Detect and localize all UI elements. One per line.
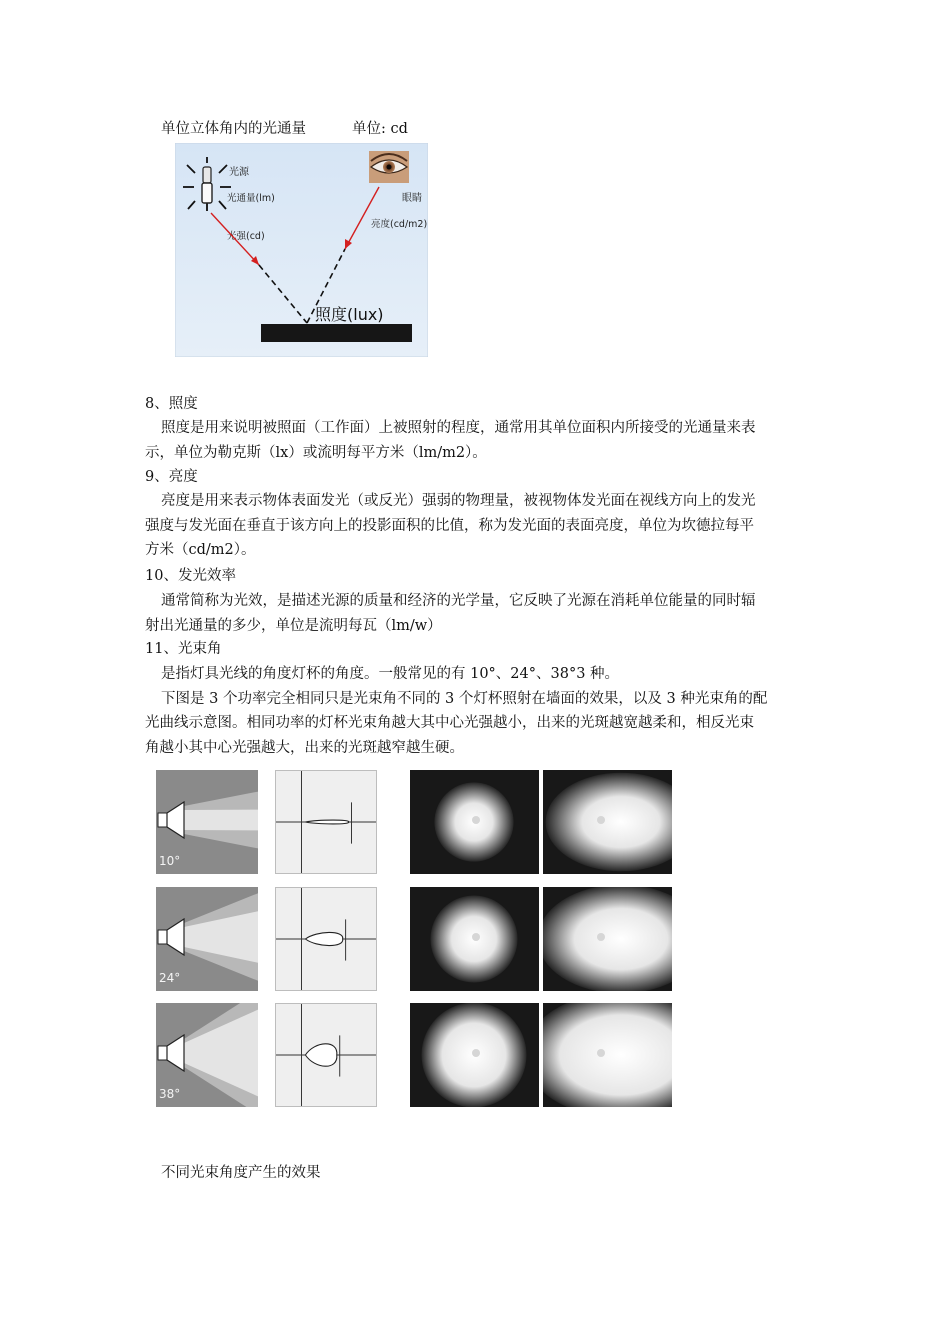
illuminated-surface — [261, 324, 412, 342]
label-luminance: 亮度(cd/m2) — [371, 219, 428, 230]
label-source: 光源 — [229, 167, 249, 178]
wall-spot-oblique — [543, 887, 672, 991]
wall-spot-oblique — [543, 770, 672, 874]
section-10-heading: 10、发光效率 — [145, 568, 236, 584]
bottom-caption: 不同光束角度产生的效果 — [161, 1165, 321, 1181]
section-11-line-1: 是指灯具光线的角度灯杯的角度。一般常见的有 10°、24°、38°3 种。 — [161, 666, 620, 682]
label-flux: 光通量(lm) — [227, 193, 275, 204]
top-caption-right: 单位: cd — [352, 121, 408, 137]
section-11-line-2: 下图是 3 个功率完全相同只是光束角不同的 3 个灯杯照射在墙面的效果，以及 3 种光束角的配 — [161, 690, 768, 707]
section-9-line-3: 方米（cd/m2）。 — [145, 542, 256, 558]
light-distribution-curve — [275, 887, 377, 991]
section-8-heading: 8、照度 — [145, 396, 198, 412]
section-10-line-2: 射出光通量的多少，单位是流明每瓦（lm/w） — [145, 617, 442, 634]
section-9-line-1: 亮度是用来表示物体表面发光（或反光）强弱的物理量，被视物体发光面在视线方向上的发光 — [161, 493, 756, 509]
section-10-line-1: 通常简称为光效，是描述光源的质量和经济的光学量，它反映了光源在消耗单位能量的同时辐 — [161, 593, 756, 609]
section-9-body — [145, 489, 810, 563]
section-11-line-4: 角越小其中心光强越大，出来的光斑越窄越生硬。 — [145, 739, 464, 756]
wall-spot-oblique — [543, 1003, 672, 1107]
label-illuminance: 照度(lux) — [315, 305, 384, 324]
section-8-line-1: 照度是用来说明被照面（工作面）上被照射的程度，通常用其单位面积内所接受的光通量来表 — [161, 420, 756, 436]
section-9-heading: 9、亮度 — [145, 469, 198, 485]
beam-angle-label: 10° — [159, 854, 181, 868]
section-8-line-2: 示，单位为勒克斯（lx）或流明每平方米（lm/m2）。 — [145, 444, 487, 461]
light-distribution-curve — [275, 1003, 377, 1107]
beam-angle-label: 38° — [159, 1087, 181, 1101]
eye-icon — [369, 151, 409, 183]
section-9-line-2: 强度与发光面在垂直于该方向上的投影面积的比值，称为发光面的表面亮度，单位为坎德拉每平 — [145, 517, 754, 534]
wall-spot-front — [410, 770, 539, 874]
section-8-body — [145, 416, 810, 465]
label-intensity: 光强(cd) — [227, 231, 265, 242]
label-eye: 眼睛 — [402, 193, 422, 204]
section-10-body — [145, 589, 810, 638]
top-caption-left: 单位立体角内的光通量 — [161, 121, 306, 137]
wall-spot-front — [410, 1003, 539, 1107]
light-measurement-diagram — [175, 143, 428, 357]
section-11-body — [145, 662, 810, 760]
wall-spot-front — [410, 887, 539, 991]
section-11-line-3: 光曲线示意图。相同功率的灯杯光束角越大其中心光强越小，出来的光斑越宽越柔和，相反光束 — [145, 715, 754, 731]
section-11-heading: 11、光束角 — [145, 641, 222, 657]
beam-angle-label: 24° — [159, 971, 181, 985]
light-distribution-curve — [275, 770, 377, 874]
